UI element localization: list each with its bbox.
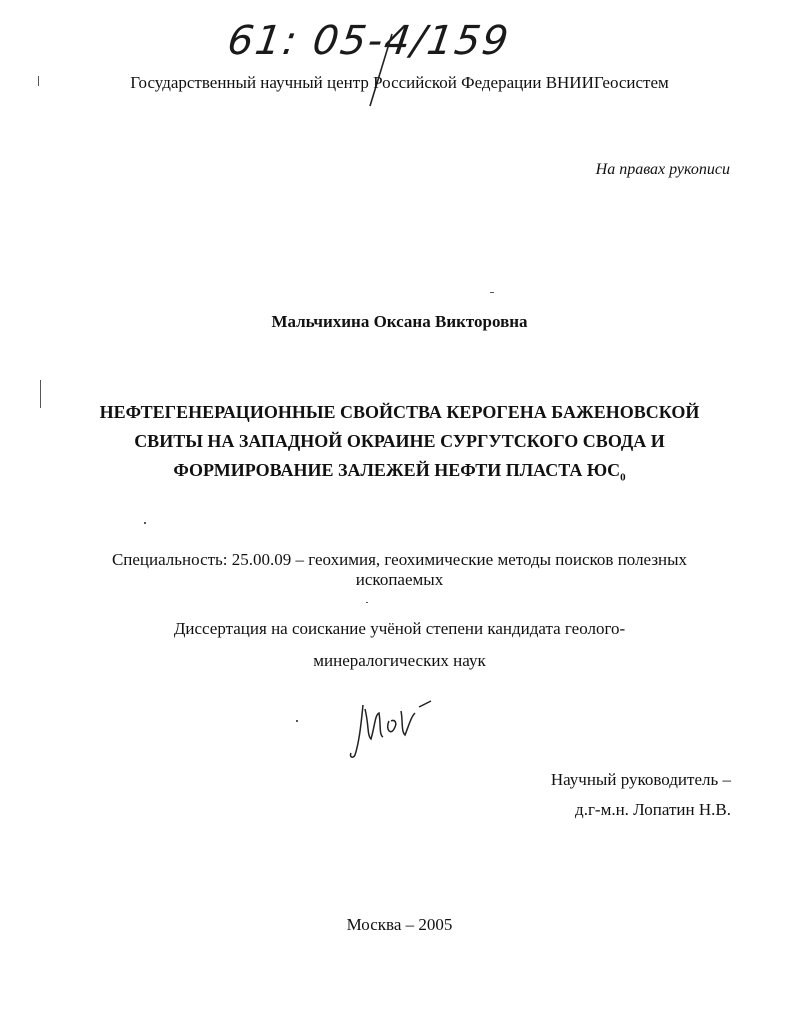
title-line-1: НЕФТЕГЕНЕРАЦИОННЫЕ СВОЙСТВА КЕРОГЕНА БАЖЕНОВСКОЙ [99,402,700,422]
degree-line-1: Диссертация на соискание учёной степени кандидата геолого- [173,619,626,638]
specialty-line-2: ископаемых [355,570,444,589]
scan-speck [366,602,368,603]
dissertation-title [0,398,799,493]
pen-stroke [360,30,400,110]
specialty-line-1: Специальность: 25.00.09 – геохимия, геохимические методы поисков полезных [111,550,688,569]
degree-line-2: минералогических наук [313,651,486,670]
specialty [0,550,799,590]
supervisor-name: д.г-м.н. Лопатин Н.В. [575,800,731,819]
degree-statement [0,613,799,677]
rights-notice: На правах рукописи [595,161,730,178]
title-line-3 [0,456,799,493]
organization-header: Государственный научный центр Российской Федерации ВНИИГеосистем [130,73,669,92]
signature [345,695,440,765]
scan-speck [296,720,298,722]
author-name: Мальчихина Оксана Викторовна [271,312,528,331]
archive-number-handwritten: 61: 05-4/159 [224,18,513,64]
title-line-2: СВИТЫ НА ЗАПАДНОЙ ОКРАИНЕ СУРГУТСКОГО СВОДА И [134,431,665,451]
scan-mark [40,380,41,408]
scan-speck [490,292,494,293]
supervisor-block [551,765,731,825]
supervisor-label: Научный руководитель – [550,770,731,789]
city-year: Москва – 2005 [346,915,453,934]
scan-mark [38,76,39,86]
scan-speck [144,522,146,524]
title-subscript: 0 [620,471,626,484]
title-line-3-text: ФОРМИРОВАНИЕ ЗАЛЕЖЕЙ НЕФТИ ПЛАСТА ЮС [173,460,621,480]
